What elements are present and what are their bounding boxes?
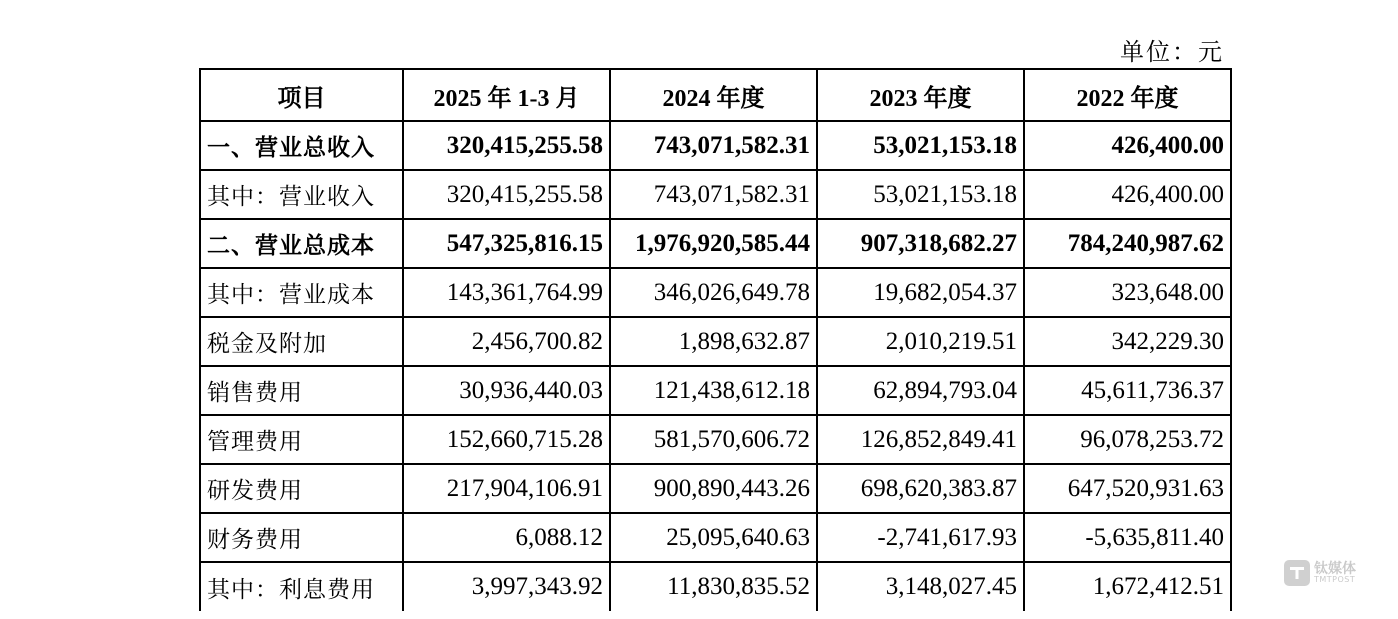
- row-value: 900,890,443.26: [610, 464, 817, 513]
- row-label: 研发费用: [200, 464, 403, 513]
- table-row: [200, 415, 1231, 464]
- row-value: 45,611,736.37: [1024, 366, 1231, 415]
- row-value: 3,997,343.92: [403, 562, 610, 611]
- tmtpost-logo-icon: [1284, 560, 1310, 586]
- table-row: [200, 219, 1231, 268]
- header-2023: 2023 年度: [817, 69, 1024, 121]
- table-row: [200, 170, 1231, 219]
- row-value: 743,071,582.31: [610, 121, 817, 170]
- row-label: 一、营业总收入: [200, 121, 403, 170]
- row-label: 财务费用: [200, 513, 403, 562]
- row-label: 其中：营业收入: [200, 170, 403, 219]
- row-value: 126,852,849.41: [817, 415, 1024, 464]
- row-value: 2,456,700.82: [403, 317, 610, 366]
- row-value: 53,021,153.18: [817, 170, 1024, 219]
- row-value: 121,438,612.18: [610, 366, 817, 415]
- watermark: [1284, 560, 1356, 586]
- table-row: [200, 121, 1231, 170]
- financial-table: [199, 68, 1232, 611]
- unit-label: 单位：元: [1120, 38, 1224, 66]
- row-value: 62,894,793.04: [817, 366, 1024, 415]
- row-value: 11,830,835.52: [610, 562, 817, 611]
- table-row: [200, 268, 1231, 317]
- header-2025q1: 2025 年 1-3 月: [403, 69, 610, 121]
- row-label: 税金及附加: [200, 317, 403, 366]
- row-value: 547,325,816.15: [403, 219, 610, 268]
- row-value: 581,570,606.72: [610, 415, 817, 464]
- row-label: 其中：营业成本: [200, 268, 403, 317]
- row-value: 19,682,054.37: [817, 268, 1024, 317]
- row-value: 426,400.00: [1024, 121, 1231, 170]
- row-value: 1,976,920,585.44: [610, 219, 817, 268]
- row-value: 342,229.30: [1024, 317, 1231, 366]
- table-row: [200, 317, 1231, 366]
- table-row: [200, 562, 1231, 611]
- watermark-en: TMTPOST: [1314, 575, 1356, 584]
- row-value: 743,071,582.31: [610, 170, 817, 219]
- row-label: 二、营业总成本: [200, 219, 403, 268]
- row-value: 96,078,253.72: [1024, 415, 1231, 464]
- row-label: 管理费用: [200, 415, 403, 464]
- table-row: [200, 513, 1231, 562]
- row-value: 1,672,412.51: [1024, 562, 1231, 611]
- row-value: 143,361,764.99: [403, 268, 610, 317]
- row-value: -2,741,617.93: [817, 513, 1024, 562]
- row-value: 2,010,219.51: [817, 317, 1024, 366]
- table-row: [200, 464, 1231, 513]
- row-value: 320,415,255.58: [403, 121, 610, 170]
- header-2024: 2024 年度: [610, 69, 817, 121]
- row-label: 销售费用: [200, 366, 403, 415]
- row-value: 1,898,632.87: [610, 317, 817, 366]
- row-value: 907,318,682.27: [817, 219, 1024, 268]
- header-2022: 2022 年度: [1024, 69, 1231, 121]
- row-label: 其中：利息费用: [200, 562, 403, 611]
- row-value: 25,095,640.63: [610, 513, 817, 562]
- row-value: 323,648.00: [1024, 268, 1231, 317]
- row-value: 784,240,987.62: [1024, 219, 1231, 268]
- row-value: 53,021,153.18: [817, 121, 1024, 170]
- row-value: 426,400.00: [1024, 170, 1231, 219]
- row-value: 152,660,715.28: [403, 415, 610, 464]
- row-value: 6,088.12: [403, 513, 610, 562]
- row-value: 698,620,383.87: [817, 464, 1024, 513]
- header-item: 项目: [200, 69, 403, 121]
- row-value: -5,635,811.40: [1024, 513, 1231, 562]
- row-value: 217,904,106.91: [403, 464, 610, 513]
- row-value: 3,148,027.45: [817, 562, 1024, 611]
- table-header-row: [200, 69, 1231, 121]
- table-row: [200, 366, 1231, 415]
- watermark-cn: 钛媒体: [1314, 561, 1356, 577]
- row-value: 320,415,255.58: [403, 170, 610, 219]
- row-value: 346,026,649.78: [610, 268, 817, 317]
- row-value: 647,520,931.63: [1024, 464, 1231, 513]
- row-value: 30,936,440.03: [403, 366, 610, 415]
